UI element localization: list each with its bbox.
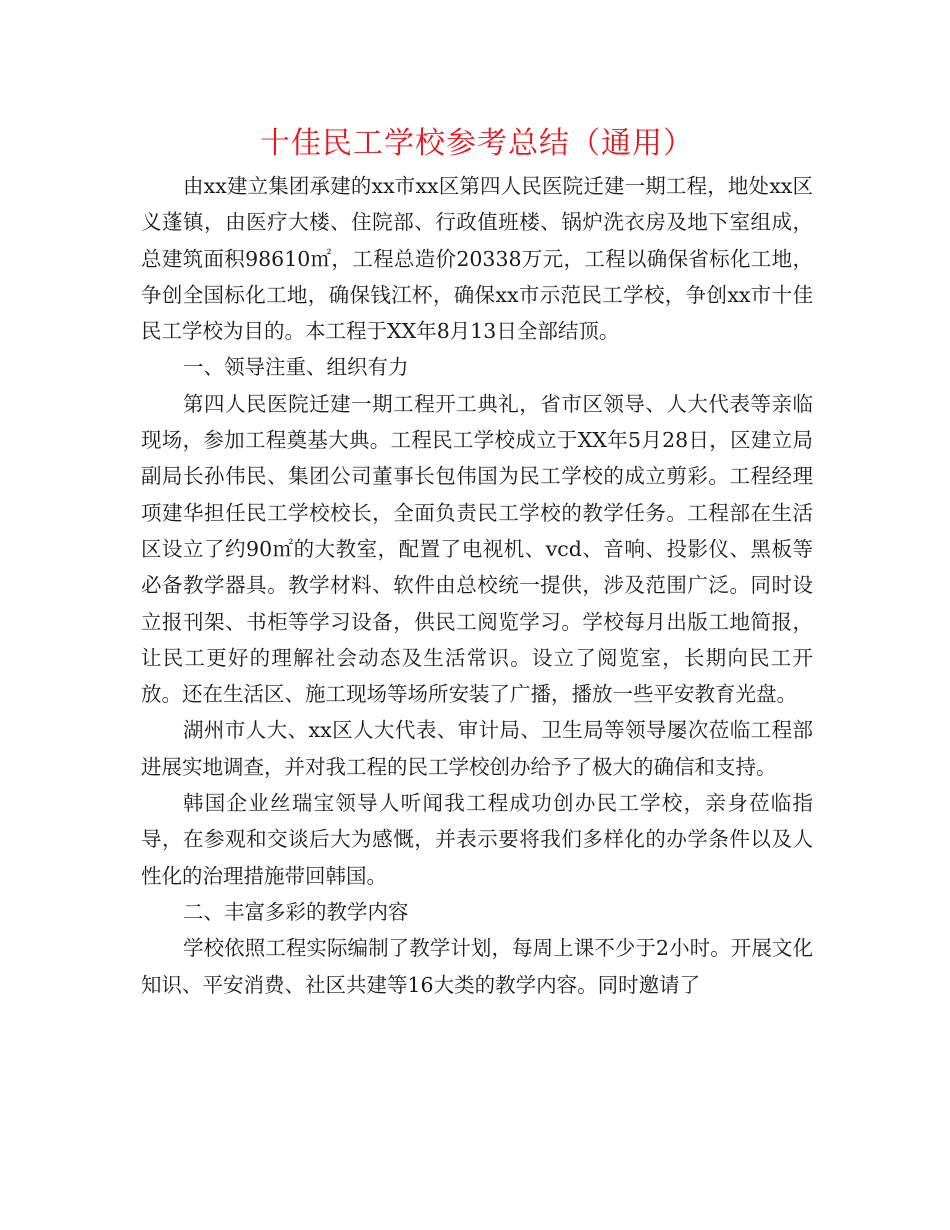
section-heading-2: 二、丰富多彩的教学内容 [183,899,409,924]
paragraph-teaching: 学校依照工程实际编制了教学计划，每周上课不少于2小时。开展文化知识、平安消费、社区共建等16大类的教学内容。同时邀请了 [141,936,813,997]
document-page [141,120,813,1003]
paragraph-leadership: 第四人民医院迁建一期工程开工典礼，省市区领导、人大代表等亲临现场，参加工程奠基大典。工程民工学校成立于XX年5月28日，区建立局副局长孙伟民、集团公司董事长包伟国为民工学校的成立剪彩。工程经理项建华担任民工学校校长，全面负责民工学校的教学任务。工程部在生活区设立了约90㎡的大教室，配置了电视机、vcd、音响、投影仪、黑板等必备教学器具。教学材料、软件由总校统一提供，涉及范围广泛。同时设立报刊架、书柜等学习设备，供民工阅览学习。学校每月出版工地简报，让民工更好的理解社会动态及生活常识。设立了阅览室，长期向民工开放。还在生活区、施工现场等场所安装了广播，播放一些平安教育光盘。 [141,391,813,707]
paragraph-support: 湖州市人大、xx区人大代表、审计局、卫生局等领导屡次莅临工程部进展实地调查，并对我工程的民工学校创办给予了极大的确信和支持。 [141,718,813,779]
document-title: 十佳民工学校参考总结（通用） [260,126,694,161]
paragraph-korea-visit: 韩国企业丝瑞宝领导人听闻我工程成功创办民工学校，亲身莅临指导，在参观和交谈后大为感慨，并表示要将我们多样化的办学条件以及人性化的治理措施带回韩国。 [141,791,813,888]
section-heading-1: 一、领导注重、组织有力 [183,355,409,380]
paragraph-intro: 由xx建立集团承建的xx市xx区第四人民医院迁建一期工程，地处xx区义蓬镇，由医疗大楼、住院部、行政值班楼、锅炉洗衣房及地下室组成，总建筑面积98610㎡，工程总造价20338万元，工程以确保省标化工地，争创全国标化工地，确保钱江杯，确保xx市示范民工学校，争创xx市十佳民工学校为目的。本工程于XX年8月13日全部结顶。 [141,174,813,344]
